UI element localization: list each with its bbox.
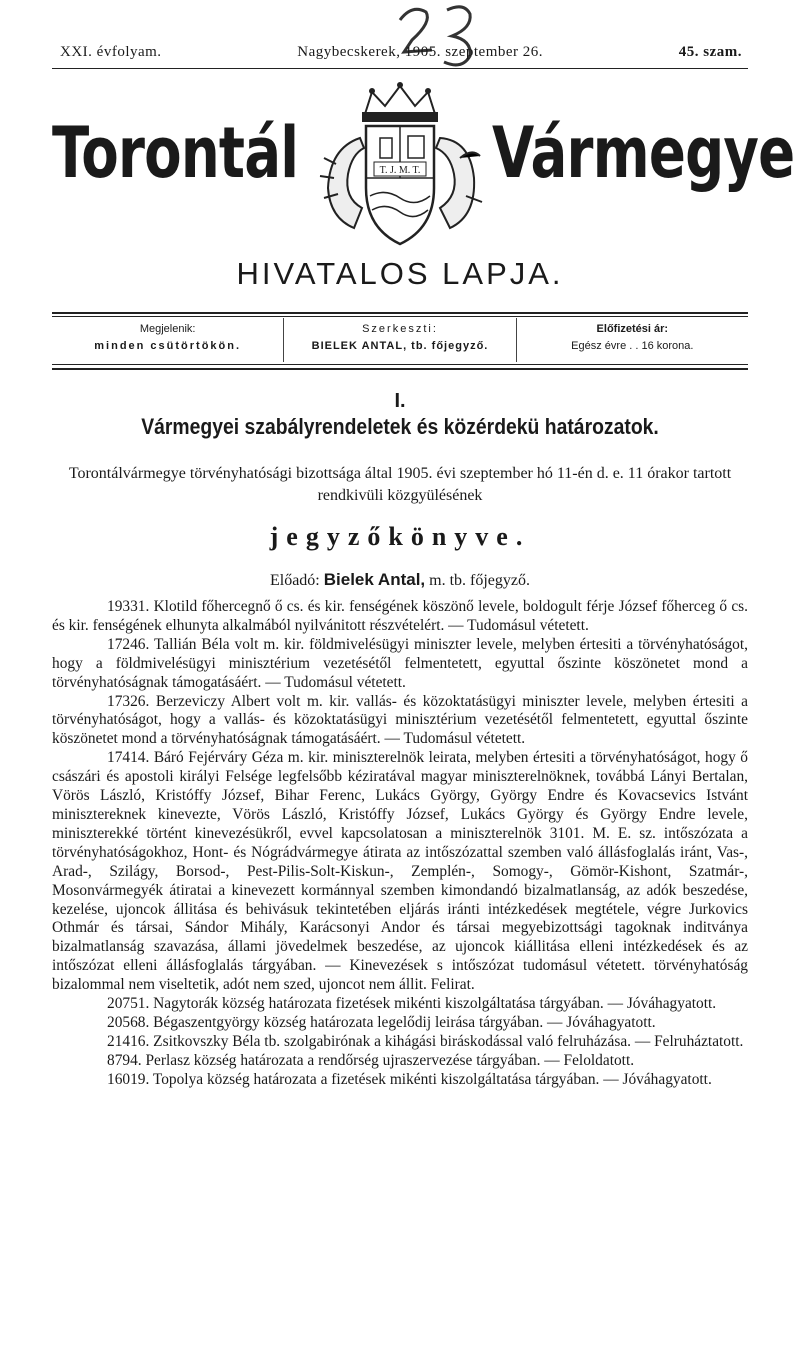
publication-info-strip (52, 318, 748, 362)
volume-label: XXI. évfolyam. (60, 44, 162, 60)
subscription-price-value: Egész évre . . 16 korona. (571, 340, 694, 352)
minutes-entry: 21416. Zsitkovszky Béla tb. szolgabirónak a kihágási biráskodással való felruházása. — Felruháztatott. (107, 1032, 744, 1050)
minutes-entry: 17246. Tallián Béla volt m. kir. földmivelésügyi miniszter levele, melyben értesiti a törvényhatóságot, hogy a földmivelésügyi minisztérium vezetésétől felmentetett, egyuttal őszinte köszönetet mond a törvényhatóságnak támogatásáért. — Tudomásul vétetett. (52, 635, 748, 691)
reporter-line (0, 570, 800, 590)
info-top-rule (52, 312, 748, 314)
publication-frequency (52, 318, 283, 362)
county-coat-of-arms-icon (310, 78, 490, 252)
header-divider (52, 68, 748, 69)
issue-number-label: 45. szam. (678, 44, 742, 60)
masthead-subtitle: HIVATALOS LAPJA. (236, 256, 564, 291)
place-date-label: Nagybecskerek, 1905. szeptember 26. (297, 44, 544, 60)
publication-frequency-value: minden csütörtökön. (94, 340, 242, 352)
editor-label: Szerkeszti: (362, 323, 438, 335)
minutes-entry: 17326. Berzeviczy Albert volt m. kir. vallás- és közoktatásügyi miniszter levele, melyben értesiti a törvényhatóságot, hogy a vallás- és közoktatásügyi minisztérium vezetésétől felmentetett, egyuttal őszinte köszönetet mond a törvényhatóságnak támogatásáért. — Tudomásul vétetett. (52, 692, 748, 748)
minutes-entry: 16019. Topolya község határozata a fizetések mikénti kiszolgáltatása tárgyában. — Jóváhagyatott. (107, 1070, 712, 1088)
masthead-title-right: Vármegye (492, 112, 795, 194)
editor-info (283, 318, 515, 362)
reporter-name: Bielek Antal, (323, 570, 426, 589)
reporter-role: m. tb. főjegyző. (429, 572, 531, 589)
issue-header-line (60, 44, 742, 61)
minutes-body (52, 598, 748, 1090)
minutes-entry: 19331. Klotild főhercegnő ő cs. és kir. fenségének köszönő levele, boldogult férje József főherceg ő cs. és kir. fenségének elhunyta alkalmából nyilvánitott részvételért. — Tudomásul vétetett. (52, 598, 748, 634)
minutes-intro: Torontálvármegye törvényhatósági bizottsága által 1905. évi szeptember hó 11-én d. e. 11 órakor tartott rendkivüli közgyülésének (68, 465, 732, 504)
minutes-entry: 8794. Perlasz község határozata a rendőrség ujraszervezése tárgyában. — Feloldatott. (107, 1051, 635, 1069)
subscription-price (516, 318, 748, 362)
reporter-label: Előadó: (269, 572, 320, 589)
info-bottom-rule-thick (52, 368, 748, 370)
publication-frequency-label: Megjelenik: (139, 323, 196, 335)
section-title: Vármegyei szabályrendeletek és közérdekü határozatok. (141, 414, 659, 439)
section-number: I. (394, 390, 406, 412)
minutes-entry: 20568. Bégaszentgyörgy község határozata legelődij leirása tárgyában. — Jóváhagyatott. (107, 1013, 656, 1031)
editor-value: BIELEK ANTAL, tb. főjegyző. (311, 340, 489, 352)
minutes-entry: 17414. Báró Fejérváry Géza m. kir. miniszterelnök leirata, melyben értesiti a törvényhatóságot, hogy ő császári és apostoli királyi Felsége legfelsőbb kéziratával magyar miniszterelnöknek, továbbá Lányi Bertalan, Vörös László, Kristóffy József, Bihar Ferenc, Lukács György, György Endre és Kovacsevics Istvánt minisztereknek kinevezte, Vörös László, Kristóffy József, Lukács György és György Endre levele, miniszterekké történt kinevezésükről, evvel kapcsolatosan a miniszterelnök 3101. M. E. sz. intőszózata a törvényhatóságokhoz, Hont- és Nógrádvármegye átirata az intőszózattal szemben való állásfoglalás iránt, Vas-, Arad-, Szilágy, Borsod-, Pest-Pilis-Solt-Kiskun-, Zemplén-, Somogy-, Gömör-Kishont, Szatmár-, Mosonvármegyék átiratai a kinevezett kormánnyal szemben kimondandó bizalmatlanság, az adók beszedése, kezelése, ujoncok állitása és behivásuk tekintetében eljárás iránti intézkedések megtétele, végre Jurkovics Othmár és társai, Sándor Mihály, Karácsonyi Andor és társai megyebizottsági tagoknak inditványa bizalmatlanság szavazása, állami jövedelmek beszedése, az ujoncok kiállitása elleni intézkedések és az intőszózat elleni állásfoglalás tárgyában. — Kinevezések s intőszózat tudomásul vétetett. törvényhatóság bizalommal nem viseltetik, adót nem szed, ujoncot nem állit. Felirat. (52, 749, 748, 994)
minutes-title: jegyzőkönyve. (269, 522, 531, 551)
crest-lettering: T. J. M. T. (379, 165, 421, 176)
masthead-title-left: Torontál (52, 112, 299, 194)
info-bottom-rule (52, 364, 748, 365)
subscription-price-label: Előfizetési ár: (596, 323, 669, 335)
info-top-rule-thin (52, 316, 748, 317)
minutes-entry: 20751. Nagytorák község határozata fizetések mikénti kiszolgáltatása tárgyában. — Jóváhagyatott. (107, 995, 717, 1013)
